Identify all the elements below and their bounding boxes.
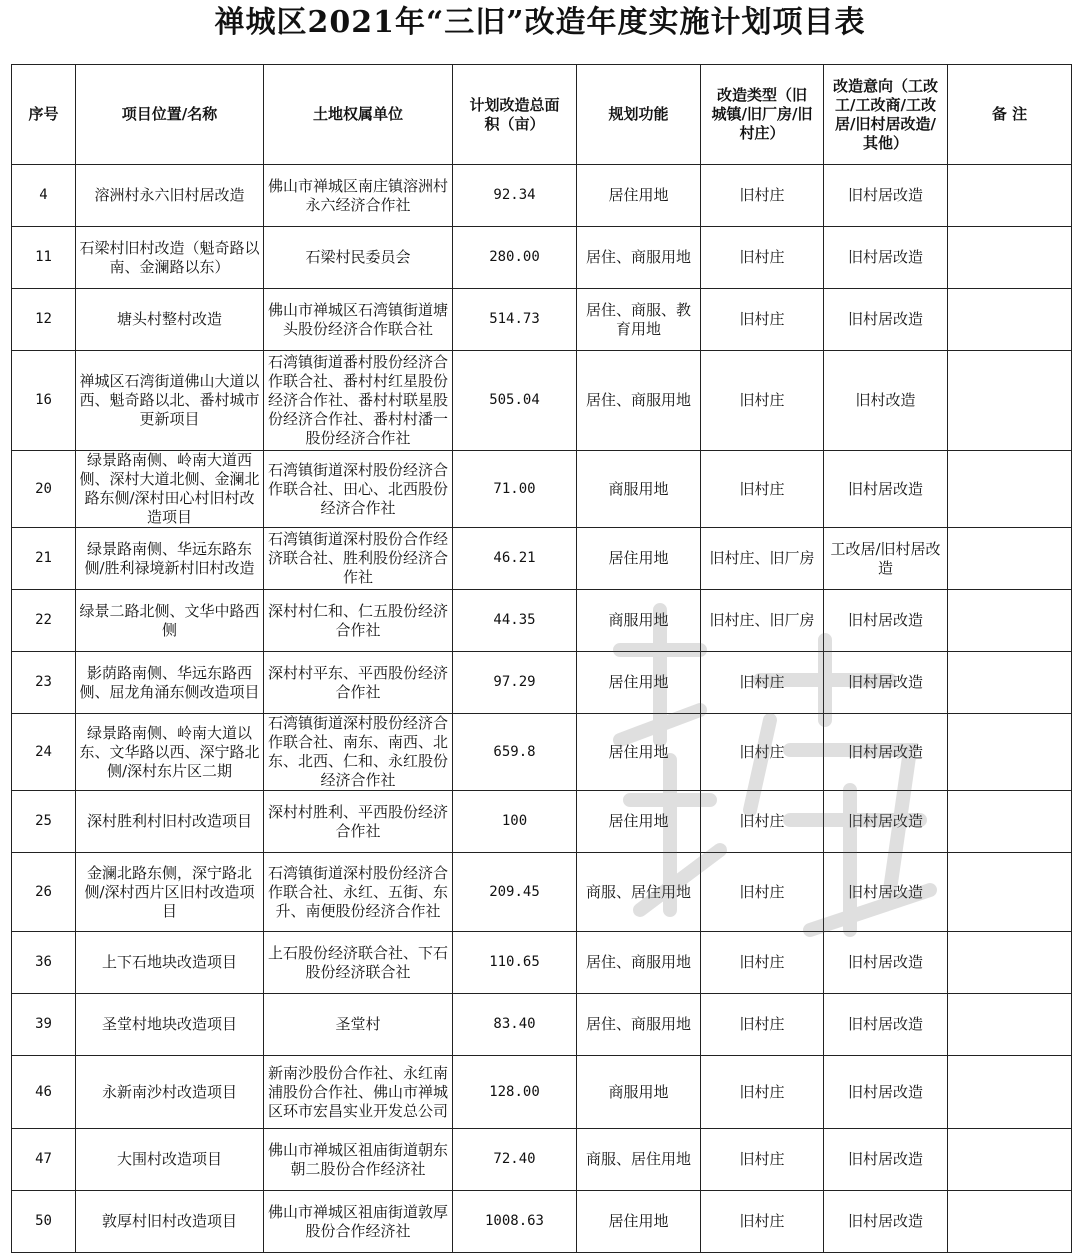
cell-note — [948, 351, 1072, 451]
page-title: 禅城区2021年“三旧”改造年度实施计划项目表 — [214, 5, 866, 40]
cell-type: 旧村庄 — [701, 1191, 824, 1253]
cell-intent: 旧村居改造 — [824, 590, 948, 652]
cell-area: 44.35 — [453, 590, 577, 652]
cell-function: 居住用地 — [577, 791, 701, 853]
cell-type: 旧村庄 — [701, 932, 824, 994]
cell-owner: 上石股份经济联合社、下石股份经济联合社 — [264, 932, 453, 994]
cell-seq: 24 — [12, 714, 76, 791]
cell-type: 旧村庄 — [701, 451, 824, 528]
cell-seq: 22 — [12, 590, 76, 652]
cell-location: 石梁村旧村改造（魁奇路以南、金澜路以东） — [76, 227, 264, 289]
cell-location: 金澜北路东侧，深宁路北侧/深村西片区旧村改造项目 — [76, 853, 264, 932]
cell-intent: 旧村居改造 — [824, 1129, 948, 1191]
table-row — [12, 652, 1072, 714]
cell-function: 居住用地 — [577, 1191, 701, 1253]
cell-location: 禅城区石湾街道佛山大道以西、魁奇路以北、番村城市更新项目 — [76, 351, 264, 451]
table-row — [12, 932, 1072, 994]
cell-function: 居住用地 — [577, 652, 701, 714]
cell-type: 旧村庄、旧厂房 — [701, 528, 824, 590]
cell-area: 72.40 — [453, 1129, 577, 1191]
cell-location: 绿景二路北侧、文华中路西侧 — [76, 590, 264, 652]
cell-owner: 圣堂村 — [264, 994, 453, 1056]
cell-note — [948, 289, 1072, 351]
table-row — [12, 853, 1072, 932]
cell-type: 旧村庄 — [701, 652, 824, 714]
cell-function: 居住、商服、教育用地 — [577, 289, 701, 351]
cell-owner: 深村村胜利、平西股份经济合作社 — [264, 791, 453, 853]
cell-note — [948, 590, 1072, 652]
cell-owner: 石梁村民委员会 — [264, 227, 453, 289]
header-area: 计划改造总面积（亩） — [453, 65, 577, 165]
table-row — [12, 351, 1072, 451]
cell-area: 1008.63 — [453, 1191, 577, 1253]
table-row — [12, 289, 1072, 351]
cell-note — [948, 227, 1072, 289]
cell-owner: 石湾镇街道深村股份经济合作联合社、田心、北西股份经济合作社 — [264, 451, 453, 528]
cell-intent: 旧村居改造 — [824, 165, 948, 227]
cell-note — [948, 1191, 1072, 1253]
table-row — [12, 590, 1072, 652]
cell-type: 旧村庄 — [701, 351, 824, 451]
table-row — [12, 1056, 1072, 1129]
cell-location: 溶洲村永六旧村居改造 — [76, 165, 264, 227]
cell-note — [948, 932, 1072, 994]
table-row — [12, 714, 1072, 791]
cell-seq: 16 — [12, 351, 76, 451]
cell-function: 商服、居住用地 — [577, 1129, 701, 1191]
cell-seq: 4 — [12, 165, 76, 227]
cell-area: 97.29 — [453, 652, 577, 714]
cell-type: 旧村庄 — [701, 165, 824, 227]
table-row — [12, 227, 1072, 289]
header-seq: 序号 — [12, 65, 76, 165]
cell-seq: 11 — [12, 227, 76, 289]
table-row — [12, 451, 1072, 528]
cell-area: 280.00 — [453, 227, 577, 289]
cell-location: 塘头村整村改造 — [76, 289, 264, 351]
cell-function: 居住用地 — [577, 714, 701, 791]
cell-location: 圣堂村地块改造项目 — [76, 994, 264, 1056]
cell-owner: 佛山市禅城区石湾镇街道塘头股份经济合作联合社 — [264, 289, 453, 351]
cell-intent: 旧村居改造 — [824, 1191, 948, 1253]
cell-owner: 新南沙股份合作社、永红南浦股份合作社、佛山市禅城区环市宏昌实业开发总公司 — [264, 1056, 453, 1129]
cell-intent: 旧村居改造 — [824, 289, 948, 351]
cell-note — [948, 714, 1072, 791]
cell-type: 旧村庄 — [701, 791, 824, 853]
cell-owner: 深村村仁和、仁五股份经济合作社 — [264, 590, 453, 652]
cell-note — [948, 451, 1072, 528]
table-row — [12, 994, 1072, 1056]
cell-intent: 旧村改造 — [824, 351, 948, 451]
cell-seq: 12 — [12, 289, 76, 351]
cell-note — [948, 1056, 1072, 1129]
cell-type: 旧村庄 — [701, 994, 824, 1056]
cell-intent: 旧村居改造 — [824, 714, 948, 791]
cell-intent: 旧村居改造 — [824, 652, 948, 714]
cell-area: 46.21 — [453, 528, 577, 590]
table-row — [12, 791, 1072, 853]
cell-type: 旧村庄 — [701, 1129, 824, 1191]
cell-owner: 佛山市禅城区祖庙街道敦厚股份合作经济社 — [264, 1191, 453, 1253]
cell-seq: 21 — [12, 528, 76, 590]
cell-function: 商服用地 — [577, 1056, 701, 1129]
cell-function: 居住、商服用地 — [577, 227, 701, 289]
cell-note — [948, 791, 1072, 853]
cell-location: 影荫路南侧、华远东路西侧、屈龙角涌东侧改造项目 — [76, 652, 264, 714]
cell-note — [948, 1129, 1072, 1191]
cell-type: 旧村庄 — [701, 289, 824, 351]
cell-intent: 工改居/旧村居改造 — [824, 528, 948, 590]
cell-intent: 旧村居改造 — [824, 1056, 948, 1129]
cell-type: 旧村庄、旧厂房 — [701, 590, 824, 652]
cell-location: 敦厚村旧村改造项目 — [76, 1191, 264, 1253]
cell-owner: 佛山市禅城区南庄镇溶洲村永六经济合作社 — [264, 165, 453, 227]
cell-owner: 深村村平东、平西股份经济合作社 — [264, 652, 453, 714]
cell-note — [948, 652, 1072, 714]
cell-note — [948, 994, 1072, 1056]
cell-area: 209.45 — [453, 853, 577, 932]
header-function: 规划功能 — [577, 65, 701, 165]
cell-area: 128.00 — [453, 1056, 577, 1129]
cell-area: 110.65 — [453, 932, 577, 994]
cell-area: 71.00 — [453, 451, 577, 528]
cell-note — [948, 528, 1072, 590]
cell-location: 深村胜利村旧村改造项目 — [76, 791, 264, 853]
cell-seq: 26 — [12, 853, 76, 932]
cell-location: 上下石地块改造项目 — [76, 932, 264, 994]
table-row — [12, 165, 1072, 227]
cell-seq: 23 — [12, 652, 76, 714]
cell-seq: 46 — [12, 1056, 76, 1129]
cell-intent: 旧村居改造 — [824, 853, 948, 932]
project-table — [11, 64, 1072, 1253]
cell-location: 绿景路南侧、华远东路东侧/胜利禄境新村旧村改造 — [76, 528, 264, 590]
cell-location: 绿景路南侧、岭南大道西侧、深村大道北侧、金澜北路东侧/深村田心村旧村改造项目 — [76, 451, 264, 528]
cell-owner: 石湾镇街道深村股份经济合作联合社、永红、五街、东升、南便股份经济合作社 — [264, 853, 453, 932]
cell-function: 居住、商服用地 — [577, 932, 701, 994]
cell-note — [948, 165, 1072, 227]
cell-function: 居住用地 — [577, 165, 701, 227]
cell-seq: 50 — [12, 1191, 76, 1253]
cell-location: 大围村改造项目 — [76, 1129, 264, 1191]
cell-function: 居住用地 — [577, 528, 701, 590]
cell-area: 514.73 — [453, 289, 577, 351]
cell-type: 旧村庄 — [701, 714, 824, 791]
table-row — [12, 1129, 1072, 1191]
cell-owner: 石湾镇街道番村股份经济合作联合社、番村村红星股份经济合作社、番村村联星股份经济合作社、番村村潘一股份经济合作社 — [264, 351, 453, 451]
cell-area: 83.40 — [453, 994, 577, 1056]
header-type: 改造类型（旧城镇/旧厂房/旧村庄） — [701, 65, 824, 165]
table-row — [12, 528, 1072, 590]
cell-intent: 旧村居改造 — [824, 791, 948, 853]
cell-intent: 旧村居改造 — [824, 932, 948, 994]
header-location: 项目位置/名称 — [76, 65, 264, 165]
cell-owner: 佛山市禅城区祖庙街道朝东朝二股份合作经济社 — [264, 1129, 453, 1191]
cell-function: 商服用地 — [577, 451, 701, 528]
header-owner: 土地权属单位 — [264, 65, 453, 165]
cell-type: 旧村庄 — [701, 227, 824, 289]
header-intent: 改造意向（工改工/工改商/工改居/旧村居改造/其他） — [824, 65, 948, 165]
cell-function: 商服、居住用地 — [577, 853, 701, 932]
table-header-row — [12, 65, 1072, 165]
cell-type: 旧村庄 — [701, 1056, 824, 1129]
cell-note — [948, 853, 1072, 932]
cell-function: 居住、商服用地 — [577, 351, 701, 451]
cell-intent: 旧村居改造 — [824, 227, 948, 289]
cell-seq: 36 — [12, 932, 76, 994]
cell-area: 92.34 — [453, 165, 577, 227]
cell-type: 旧村庄 — [701, 853, 824, 932]
cell-seq: 20 — [12, 451, 76, 528]
cell-function: 商服用地 — [577, 590, 701, 652]
cell-location: 绿景路南侧、岭南大道以东、文华路以西、深宁路北侧/深村东片区二期 — [76, 714, 264, 791]
cell-owner: 石湾镇街道深村股份经济合作联合社、南东、南西、北东、北西、仁和、永红股份经济合作社 — [264, 714, 453, 791]
cell-owner: 石湾镇街道深村股份合作经济联合社、胜利股份经济合作社 — [264, 528, 453, 590]
table-row — [12, 1191, 1072, 1253]
cell-function: 居住、商服用地 — [577, 994, 701, 1056]
cell-seq: 25 — [12, 791, 76, 853]
cell-seq: 39 — [12, 994, 76, 1056]
cell-intent: 旧村居改造 — [824, 994, 948, 1056]
cell-area: 659.8 — [453, 714, 577, 791]
cell-area: 505.04 — [453, 351, 577, 451]
cell-intent: 旧村居改造 — [824, 451, 948, 528]
cell-location: 永新南沙村改造项目 — [76, 1056, 264, 1129]
cell-area: 100 — [453, 791, 577, 853]
cell-seq: 47 — [12, 1129, 76, 1191]
header-note: 备 注 — [948, 65, 1072, 165]
